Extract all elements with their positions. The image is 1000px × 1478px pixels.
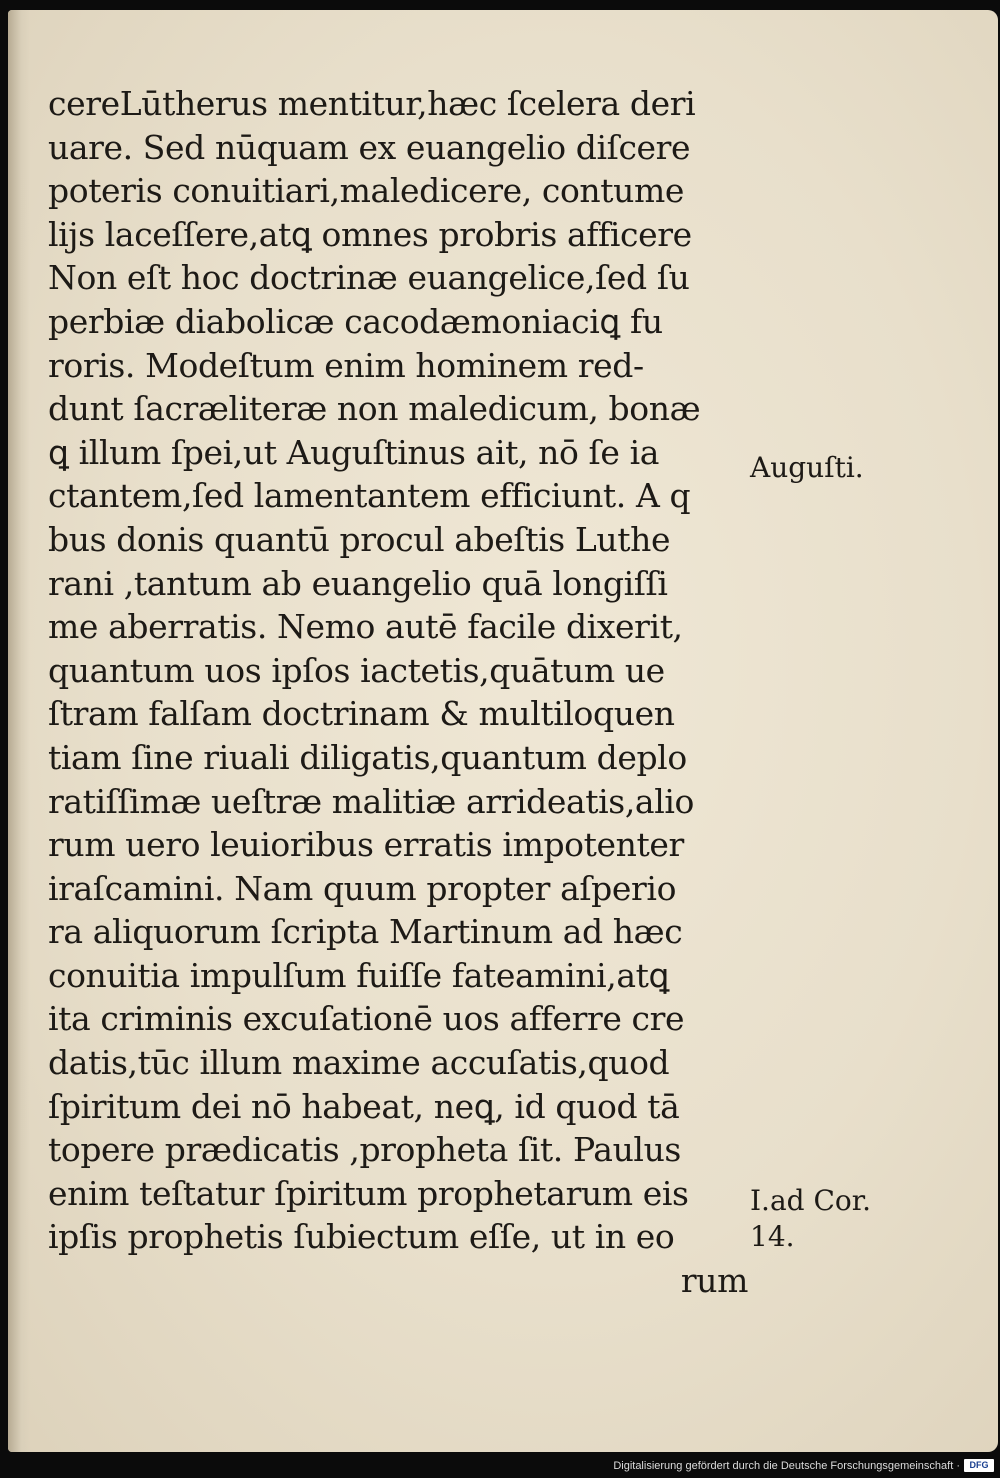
text-line: me aberratis. Nemo autē facile dixerit, — [48, 607, 683, 647]
text-line: roris. Modeſtum enim hominem red- — [48, 345, 644, 385]
text-line: cereLūtherus mentitur,hæc ſcelera deri — [48, 84, 696, 123]
text-line: ctantem,ſed lamentantem efficiunt. A q — [48, 476, 691, 516]
margin-note-cor-ref: I.ad Cor. — [750, 1184, 871, 1217]
text-line: tiam ſine riuali diligatis,quantum deplo — [48, 737, 687, 777]
body-text — [48, 82, 748, 1303]
text-line: ſpiritum dei nō habeat, neꝗ, id quod tā — [48, 1086, 680, 1126]
text-line: bus donis quantū procul abeſtis Luthe — [48, 519, 671, 559]
text-line: rum uero leuioribus erratis impotenter — [48, 825, 684, 865]
text-line: ratiſſimæ ueſtræ malitiæ arrideatis,alio — [48, 781, 694, 821]
text-line: poteris conuitiari,maledicere, contume — [48, 171, 685, 211]
text-line: uare. Sed nūquam ex euangelio diſcere — [48, 127, 691, 167]
text-line: dunt ſacræliteræ non maledicum, bonæ — [48, 389, 701, 429]
text-line: perbiæ diabolicæ cacodæmoniaciꝗ fu — [48, 301, 663, 341]
text-line: lijs laceſſere,atꝗ omnes probris afficere — [48, 214, 692, 254]
text-line: rani ,tantum ab euangelio quā longiſſi — [48, 563, 668, 603]
text-line: datis,tūc illum maxime accuſatis,quod — [48, 1043, 670, 1083]
text-line: conuitia impulſum fuiſſe fateamini,atꝗ — [48, 955, 670, 995]
text-line: ꝗ illum ſpei,ut Auguſtinus ait, nō ſe ia — [48, 432, 660, 472]
book-page — [8, 10, 998, 1452]
margin-note-augustini: Auguſti. — [750, 451, 864, 484]
text-line: ipſis prophetis ſubiectum eſſe, ut in eo — [48, 1217, 675, 1257]
text-line: iraſcamini. Nam quum propter aſperio — [48, 868, 677, 908]
text-line: quantum uos ipſos iactetis,quātum ue — [48, 650, 665, 690]
text-line: topere prædicatis ,propheta ſit. Paulus — [48, 1130, 681, 1170]
page-gutter-shadow — [8, 10, 30, 1452]
margin-note-corinthians — [750, 1183, 871, 1255]
catchword: rum — [680, 1261, 748, 1301]
margin-note-cor-chapter: 14. — [750, 1220, 795, 1253]
dfg-logo-icon: DFG — [964, 1459, 994, 1472]
text-line: ſtram falſam doctrinam & multiloquen — [48, 694, 675, 734]
text-line: ita criminis excuſationē uos afferre cre — [48, 999, 685, 1039]
text-line: Non eſt hoc doctrinæ euangelice,ſed ſu — [48, 258, 690, 298]
text-line: ra aliquorum ſcripta Martinum ad hæc — [48, 912, 683, 952]
digitization-credit: Digitalisierung gefördert durch die Deutsche Forschungsgemeinschaft · — [613, 1460, 960, 1472]
text-line: enim teſtatur ſpiritum prophetarum eis — [48, 1173, 689, 1213]
